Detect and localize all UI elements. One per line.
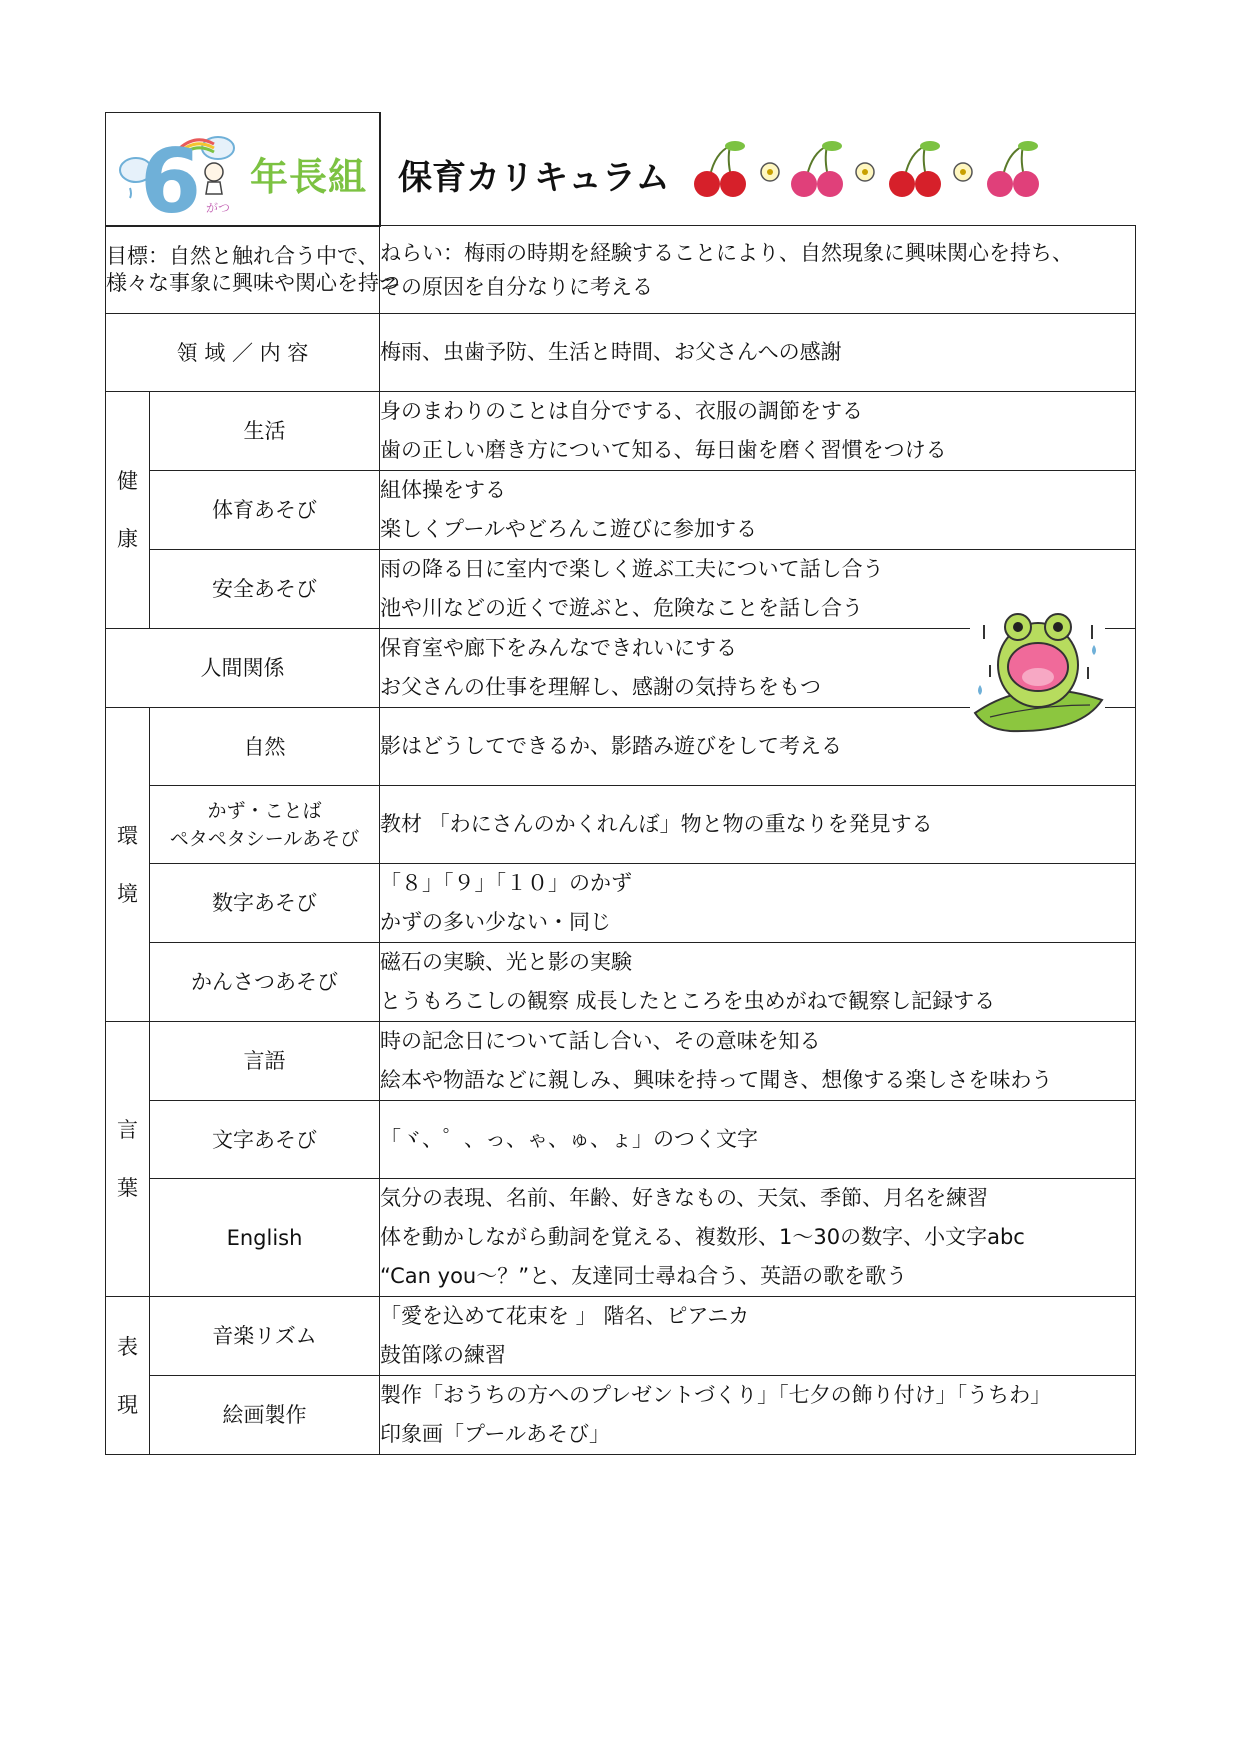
row-content: 「愛を込めて花束を 」 階名、ピアニカ 鼓笛隊の練習 <box>380 1297 1136 1376</box>
class-name: 年長組 <box>250 155 368 199</box>
table-row <box>106 1179 1136 1297</box>
table-row <box>106 1022 1136 1101</box>
cherry-icon <box>791 141 843 197</box>
category-environment: 環 境 <box>106 708 150 1022</box>
row-content: 時の記念日について話し合い、その意味を知る 絵本や物語などに親しみ、興味を持って聞き、想像する楽しさを味わう <box>380 1022 1136 1101</box>
goal-row <box>106 226 1136 314</box>
domain-label: 領 域 ／ 内 容 <box>106 314 380 392</box>
sub-label: かず・ことば ペタペタシールあそび <box>150 786 380 864</box>
row-content: 保育室や廊下をみんなできれいにする お父さんの仕事を理解し、感謝の気持ちをもつ <box>380 629 1136 708</box>
table-row <box>106 943 1136 1022</box>
row-content: 身のまわりのことは自分でする、衣服の調節をする 歯の正しい磨き方について知る、毎日歯を磨く習慣をつける <box>380 392 1136 471</box>
frog-icon <box>970 605 1105 735</box>
row-content: 「８」「９」「１０」のかず かずの多い少ない・同じ <box>380 864 1136 943</box>
table-row <box>106 392 1136 471</box>
sub-label: かんさつあそび <box>150 943 380 1022</box>
category-expression: 表 現 <box>106 1297 150 1455</box>
row-content: 影はどうしてできるか、影踏み遊びをして考える <box>380 708 1136 786</box>
row-content: 雨の降る日に室内で楽しく遊ぶ工夫について話し合う 池や川などの近くで遊ぶと、危険なことを話し合う <box>380 550 1136 629</box>
flower-icon <box>954 163 972 181</box>
row-content: 組体操をする 楽しくプールやどろんこ遊びに参加する <box>380 471 1136 550</box>
domain-row <box>106 314 1136 392</box>
domain-value: 梅雨、虫歯予防、生活と時間、お父さんへの感謝 <box>380 314 1136 392</box>
sub-label: 自然 <box>150 708 380 786</box>
table-row <box>106 471 1136 550</box>
month-badge-icon <box>118 128 248 218</box>
cherry-decoration <box>685 138 1090 203</box>
sub-label: English <box>150 1179 380 1297</box>
category-language: 言 葉 <box>106 1022 150 1297</box>
sub-label: 言語 <box>150 1022 380 1101</box>
flower-icon <box>856 163 874 181</box>
row-content: 教材 「わにさんのかくれんぼ」物と物の重なりを発見する <box>380 786 1136 864</box>
curriculum-table <box>105 225 1136 1455</box>
sub-label: 文字あそび <box>150 1101 380 1179</box>
cherry-icon <box>694 141 746 197</box>
table-row <box>106 1297 1136 1376</box>
row-content: 気分の表現、名前、年齢、好きなもの、天気、季節、月名を練習 体を動かしながら動詞を覚える、複数形、1～30の数字、小文字abc “Can you～？”と、友達同士尋ね合う、英語の歌を歌う <box>380 1179 1136 1297</box>
flower-icon <box>761 163 779 181</box>
table-row <box>106 864 1136 943</box>
sub-label: 音楽リズム <box>150 1297 380 1376</box>
row-content: 磁石の実験、光と影の実験 とうもろこしの観察 成長したところを虫めがねで観察し記録する <box>380 943 1136 1022</box>
aim-cell: ねらい：梅雨の時期を経験することにより、自然現象に興味関心を持ち、 その原因を自分なりに考える <box>380 226 1136 314</box>
header-title-box <box>379 112 380 227</box>
month-number: 6 <box>140 130 202 218</box>
cherry-icon <box>889 141 941 197</box>
goal-cell: 目標：自然と触れ合う中で、 様々な事象に興味や関心を持つ <box>106 226 380 314</box>
month-suffix: がつ <box>206 201 231 215</box>
sub-label: 数字あそび <box>150 864 380 943</box>
page-title: 保育カリキュラム <box>398 158 670 198</box>
sub-label: 体育あそび <box>150 471 380 550</box>
category-health: 健 康 <box>106 392 150 629</box>
sub-label: 絵画製作 <box>150 1376 380 1455</box>
row-content: 「ヾ、゜、っ、ゃ、ゅ、ょ」のつく文字 <box>380 1101 1136 1179</box>
cherry-icon <box>987 141 1039 197</box>
sub-label: 生活 <box>150 392 380 471</box>
table-row <box>106 1101 1136 1179</box>
row-content: 製作「おうちの方へのプレゼントづくり」「七夕の飾り付け」「うちわ」 印象画「プールあそび」 <box>380 1376 1136 1455</box>
table-row <box>106 786 1136 864</box>
category-relations: 人間関係 <box>106 629 380 708</box>
sub-label: 安全あそび <box>150 550 380 629</box>
table-row <box>106 1376 1136 1455</box>
